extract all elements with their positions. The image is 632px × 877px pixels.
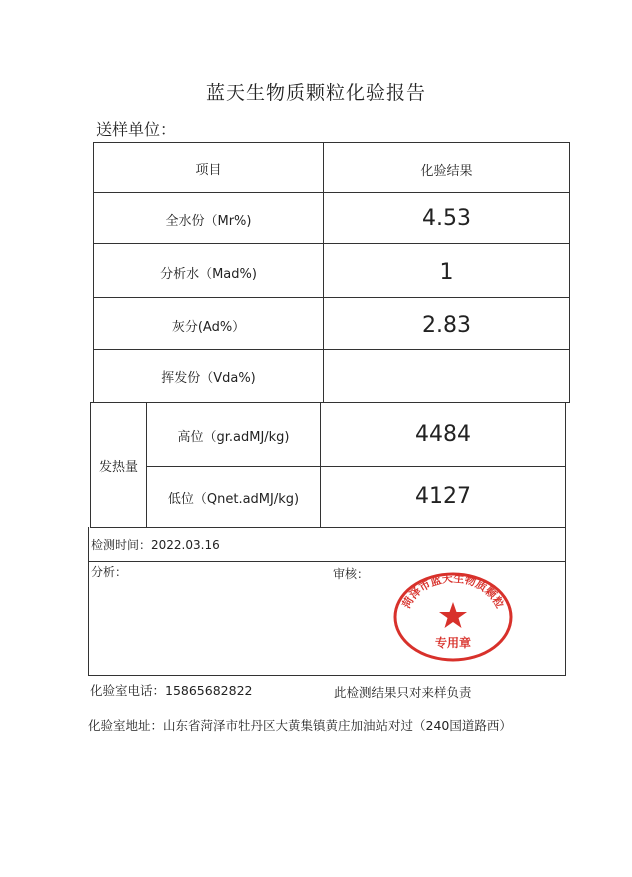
row-label-analysis-water: 分析水（Mad%) (160, 267, 257, 282)
heat-low-value: 4127 (415, 484, 471, 509)
sender-unit-label: 送样单位： (96, 120, 177, 139)
seal-top-text: 菏泽市蓝天生物质颗粒 (399, 571, 507, 611)
test-time: 检测时间：2022.03.16 (91, 538, 220, 552)
heat-value-label: 发热量 (98, 460, 138, 475)
row-value-analysis-water: 1 (439, 260, 454, 285)
star-icon (439, 602, 467, 628)
row-label-ash: 灰分(Ad%） (171, 320, 246, 335)
review-label: 审核： (333, 567, 370, 581)
official-seal (391, 570, 515, 664)
heat-high-label: 高位（gr.adMJ/kg) (177, 430, 290, 445)
row-label-volatile: 挥发份（Vda%) (161, 371, 256, 386)
lab-phone: 化验室电话：15865682822 (90, 683, 253, 698)
disclaimer: 此检测结果只对来样负责 (334, 685, 472, 700)
heat-low-label: 低位（Qnet.adMJ/kg) (167, 492, 300, 507)
heat-high-value: 4484 (415, 422, 471, 447)
report-title: 蓝天生物质颗粒化验报告 (205, 82, 426, 104)
row-value-moisture: 4.53 (422, 206, 471, 231)
header-item: 项目 (195, 163, 222, 178)
row-value-ash: 2.83 (422, 313, 471, 338)
row-label-moisture: 全水份（Mr%) (165, 214, 252, 229)
header-result: 化验结果 (420, 164, 473, 179)
seal-bottom-text: 专用章 (434, 636, 472, 650)
analysis-label: 分析： (91, 565, 128, 579)
lab-address: 化验室地址：山东省菏泽市牡丹区大黄集镇黄庄加油站对过（240国道路西） (88, 718, 512, 733)
